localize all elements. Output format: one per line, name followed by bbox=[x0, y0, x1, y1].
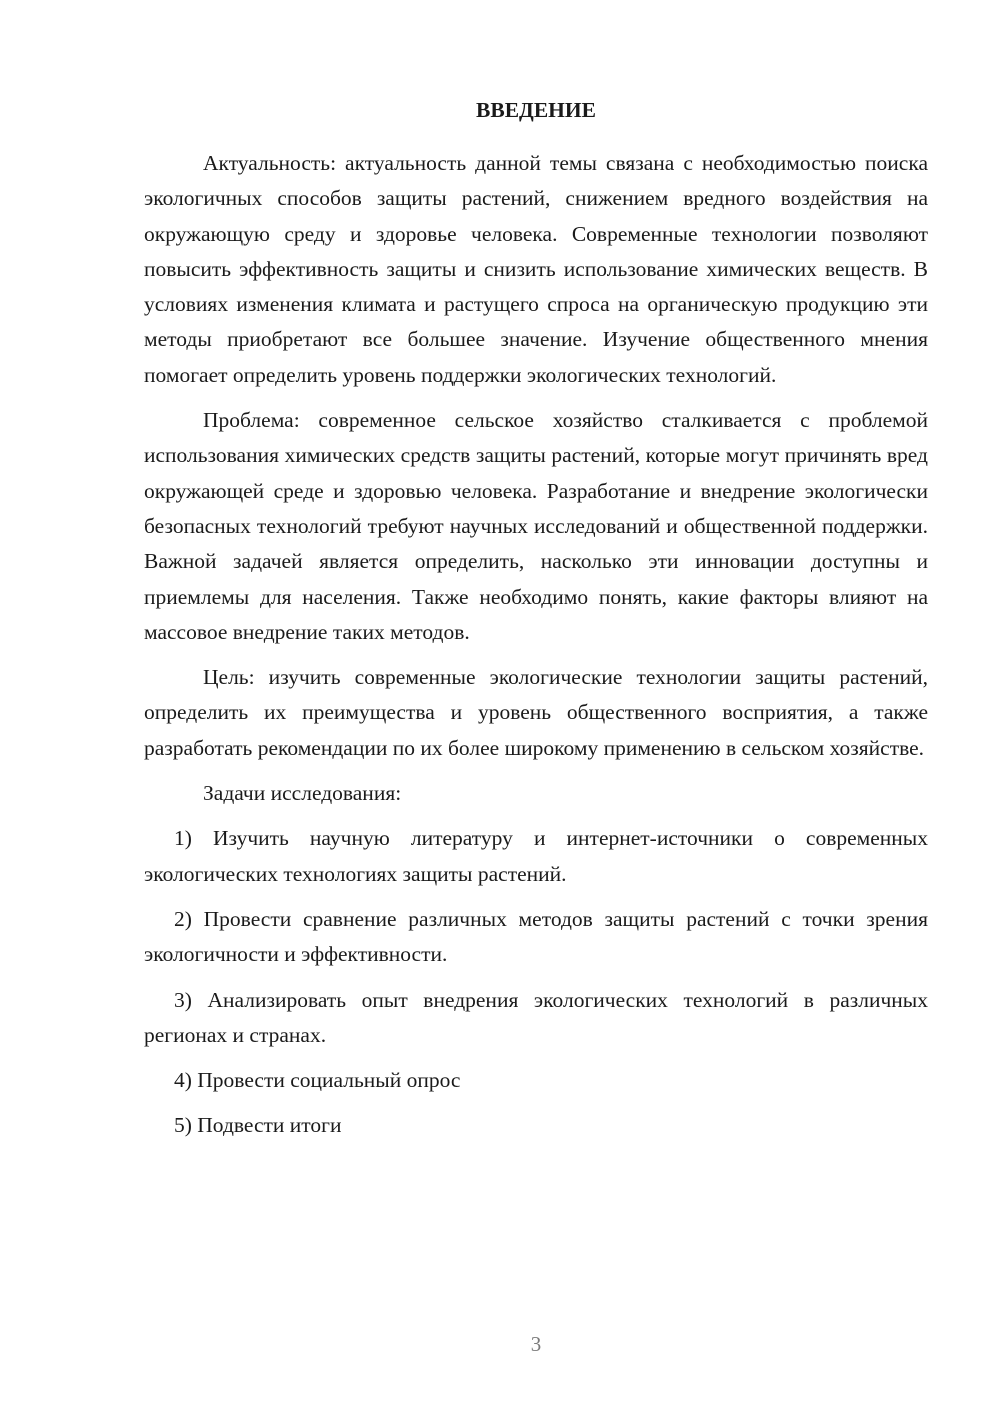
task-item: 4) Провести социальный опрос bbox=[174, 1068, 461, 1093]
task-item: 1) Изучить научную литературу и интернет-источники о современных экологических технологиях защиты растений. bbox=[144, 826, 928, 886]
page-number: 3 bbox=[530, 1332, 542, 1356]
task-item: 2) Провести сравнение различных методов защиты растений с точки зрения экологичности и эффективности. bbox=[144, 906, 928, 967]
task-item: 3) Анализировать опыт внедрения экологических технологий в различных регионах и странах. bbox=[144, 987, 928, 1047]
page-title: ВВЕДЕНИЕ bbox=[476, 98, 596, 122]
task-list bbox=[144, 821, 928, 1143]
document-page bbox=[144, 96, 928, 1144]
tasks-label: Задачи исследования: bbox=[203, 781, 402, 806]
paragraph-goal: Цель: изучить современные экологические технологии защиты растений, определить их преимущества и уровень общественного восприятия, а также разработать рекомендации по их более широкому применению в сельском хозяйстве. bbox=[144, 665, 928, 760]
task-item: 5) Подвести итоги bbox=[174, 1113, 342, 1138]
paragraph-relevance: Актуальность: актуальность данной темы связана с необходимостью поиска экологичных способов защиты растений, снижением вредного воздействия на окружающую среду и здоровье человека. Современные технологии позволяют повысить эффективность защиты и снизить использование химических веществ. В условиях изменения климата и растущего спроса на органическую продукцию эти методы приобретают все большее значение. Изучение общественного мнения помогает определить уровень поддержки экологических технологий. bbox=[144, 151, 928, 387]
paragraph-problem: Проблема: современное сельское хозяйство сталкивается с проблемой использования химических средств защиты растений, которые могут причинять вред окружающей среде и здоровью человека. Разработание и внедрение экологически безопасных технологий требуют научных исследований и общественной поддержки. Важной задачей является определить, насколько эти инновации доступны и приемлемы для населения. Также необходимо понять, какие факторы влияют на массовое внедрение таких методов. bbox=[144, 408, 928, 644]
